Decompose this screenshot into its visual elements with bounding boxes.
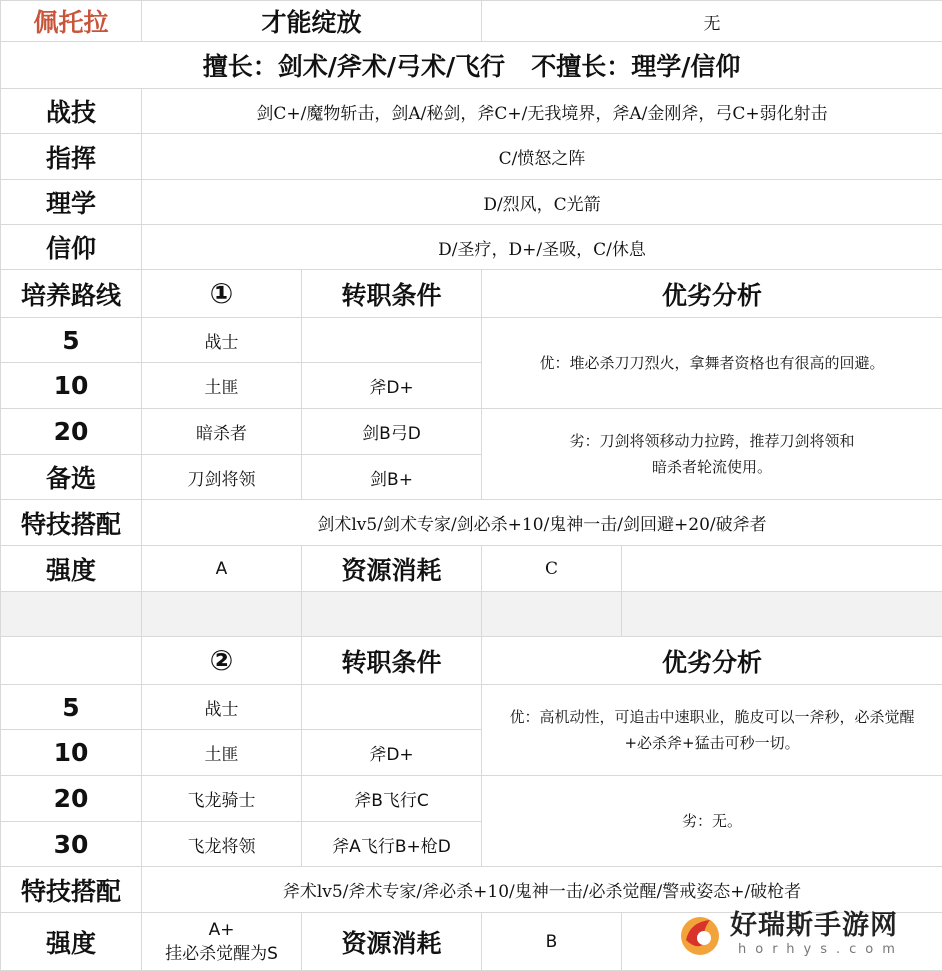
route1-level: 5 <box>1 318 142 363</box>
xinyang-label: 信仰 <box>1 225 142 270</box>
lixue-label: 理学 <box>1 180 142 225</box>
zhihui-value: C/愤怒之阵 <box>142 134 942 180</box>
route2-con: 劣：无。 <box>482 776 942 867</box>
route2-skills: 斧术lv5/斧术专家/斧必杀+10/鬼神一击/必杀觉醒/警戒姿态+/破枪者 <box>142 867 942 913</box>
route2-level: 30 <box>1 822 142 867</box>
route2-strength <box>142 913 302 971</box>
route1-cond: 斧D+ <box>302 363 482 409</box>
route1-con-line2: 暗杀者轮流使用。 <box>482 454 942 480</box>
route1-class: 土匪 <box>142 363 302 409</box>
empty-cell <box>1 637 142 685</box>
route-header-label: 培养路线 <box>1 270 142 318</box>
route2-pro-line2: +必杀斧+猛击可秒一切。 <box>482 730 942 756</box>
route2-cond: 斧A飞行B+枪D <box>302 822 482 867</box>
route2-cond <box>302 685 482 730</box>
site-watermark <box>674 906 934 962</box>
route2-cond-header: 转职条件 <box>302 637 482 685</box>
watermark-title: 好瑞斯手游网 <box>730 910 904 942</box>
spacer-cell <box>142 592 302 637</box>
route1-level: 20 <box>1 409 142 455</box>
route1-level: 10 <box>1 363 142 409</box>
route1-level: 备选 <box>1 455 142 500</box>
route1-pro: 优：堆必杀刀刀烈火，拿舞者资格也有很高的回避。 <box>482 318 942 409</box>
character-name: 佩托拉 <box>1 1 142 42</box>
route1-cost-label: 资源消耗 <box>302 546 482 592</box>
lixue-value: D/烈风，C光箭 <box>142 180 942 225</box>
route2-strength-label: 强度 <box>1 913 142 971</box>
skill-aptitude-line: 擅长：剑术/斧术/弓术/飞行 不擅长：理学/信仰 <box>1 42 942 89</box>
route1-cond: 剑B弓D <box>302 409 482 455</box>
route1-skills-label: 特技搭配 <box>1 500 142 546</box>
route2-number: ② <box>142 637 302 685</box>
route1-strength: A <box>142 546 302 592</box>
spacer-cell <box>302 592 482 637</box>
route1-strength-label: 强度 <box>1 546 142 592</box>
route1-class: 战士 <box>142 318 302 363</box>
route2-cond: 斧D+ <box>302 730 482 776</box>
route2-level: 5 <box>1 685 142 730</box>
route2-level: 20 <box>1 776 142 822</box>
route1-class: 刀剑将领 <box>142 455 302 500</box>
route1-number: ① <box>142 270 302 318</box>
route2-class: 飞龙将领 <box>142 822 302 867</box>
route1-con <box>482 409 942 500</box>
route2-class: 飞龙骑士 <box>142 776 302 822</box>
talent-value: 无 <box>482 1 942 42</box>
route2-cond: 斧B飞行C <box>302 776 482 822</box>
xinyang-value: D/圣疗，D+/圣吸，C/休息 <box>142 225 942 270</box>
site-logo-icon <box>674 908 726 960</box>
talent-label: 才能绽放 <box>142 1 482 42</box>
spacer-cell <box>482 592 622 637</box>
route1-analysis-header: 优劣分析 <box>482 270 942 318</box>
route1-cond-header: 转职条件 <box>302 270 482 318</box>
route2-cost: B <box>482 913 622 971</box>
route2-skills-label: 特技搭配 <box>1 867 142 913</box>
zhanji-label: 战技 <box>1 89 142 134</box>
route1-cost: C <box>482 546 622 592</box>
spacer-cell <box>622 592 942 637</box>
route1-con-line1: 劣：刀剑将领移动力拉跨，推荐刀剑将领和 <box>482 428 942 454</box>
route2-strength-note: 挂必杀觉醒为S <box>142 942 301 966</box>
empty-cell <box>622 546 942 592</box>
route1-class: 暗杀者 <box>142 409 302 455</box>
zhanji-value: 剑C+/魔物斩击，剑A/秘剑，斧C+/无我境界，斧A/金刚斧，弓C+弱化射击 <box>142 89 942 134</box>
route2-class: 土匪 <box>142 730 302 776</box>
route2-strength-main: A+ <box>142 918 301 942</box>
route1-cond <box>302 318 482 363</box>
zhihui-label: 指挥 <box>1 134 142 180</box>
watermark-sub: horhys.com <box>730 942 904 958</box>
route2-cost-label: 资源消耗 <box>302 913 482 971</box>
route2-pro-line1: 优：高机动性，可追击中速职业，脆皮可以一斧秒，必杀觉醒 <box>482 704 942 730</box>
route2-level: 10 <box>1 730 142 776</box>
route2-class: 战士 <box>142 685 302 730</box>
route2-analysis-header: 优劣分析 <box>482 637 942 685</box>
route1-skills: 剑术lv5/剑术专家/剑必杀+10/鬼神一击/剑回避+20/破斧者 <box>142 500 942 546</box>
route1-cond: 剑B+ <box>302 455 482 500</box>
spacer-cell <box>1 592 142 637</box>
route2-pro <box>482 685 942 776</box>
